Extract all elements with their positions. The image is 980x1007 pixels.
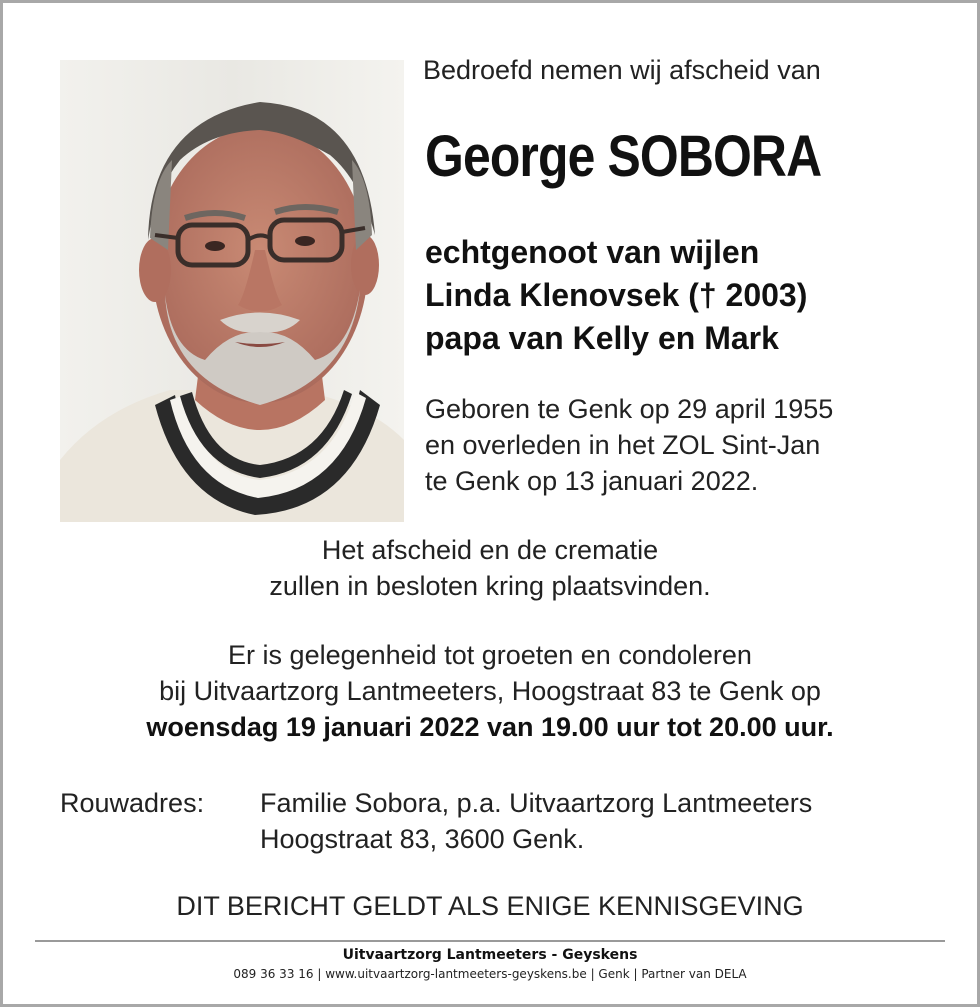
relation-line: echtgenoot van wijlen — [425, 234, 760, 270]
visitation-line: bij Uitvaartzorg Lantmeeters, Hoogstraat 83 te Genk op — [159, 676, 821, 706]
relations-block — [425, 231, 807, 360]
relation-line: papa van Kelly en Mark — [425, 320, 779, 356]
visitation-datetime: woensdag 19 januari 2022 van 19.00 uur tot 20.00 uur. — [146, 712, 834, 742]
dates-line: te Genk op 13 januari 2022. — [425, 466, 759, 496]
relation-line: Linda Klenovsek († 2003) — [425, 277, 808, 313]
address-line: Hoogstraat 83, 3600 Genk. — [260, 824, 585, 854]
footer-divider — [35, 940, 945, 942]
visitation-line: Er is gelegenheid tot groeten en condoleren — [228, 640, 752, 670]
ceremony-line: zullen in besloten kring plaatsvinden. — [269, 571, 711, 601]
address-lines — [260, 785, 812, 857]
dates-block — [425, 391, 833, 499]
deceased-name: George SOBORA — [425, 124, 822, 189]
dates-line: Geboren te Genk op 29 april 1955 — [425, 394, 834, 424]
funeral-home-name: Uitvaartzorg Lantmeeters - Geyskens — [342, 947, 638, 963]
funeral-home-contact: 089 36 33 16 | www.uitvaartzorg-lantmeeters-geyskens.be | Genk | Partner van DELA — [233, 967, 747, 981]
intro-text: Bedroefd nemen wij afscheid van — [423, 55, 821, 85]
notice-text: DIT BERICHT GELDT ALS ENIGE KENNISGEVING — [176, 891, 804, 921]
address-line: Familie Sobora, p.a. Uitvaartzorg Lantmeeters — [260, 788, 813, 818]
address-label: Rouwadres: — [60, 788, 205, 818]
ceremony-line: Het afscheid en de crematie — [321, 535, 659, 565]
ceremony-block — [3, 532, 977, 604]
dates-line: en overleden in het ZOL Sint-Jan — [425, 430, 821, 460]
visitation-block — [3, 637, 977, 745]
portrait-photo — [60, 60, 404, 522]
portrait-image — [60, 60, 404, 522]
